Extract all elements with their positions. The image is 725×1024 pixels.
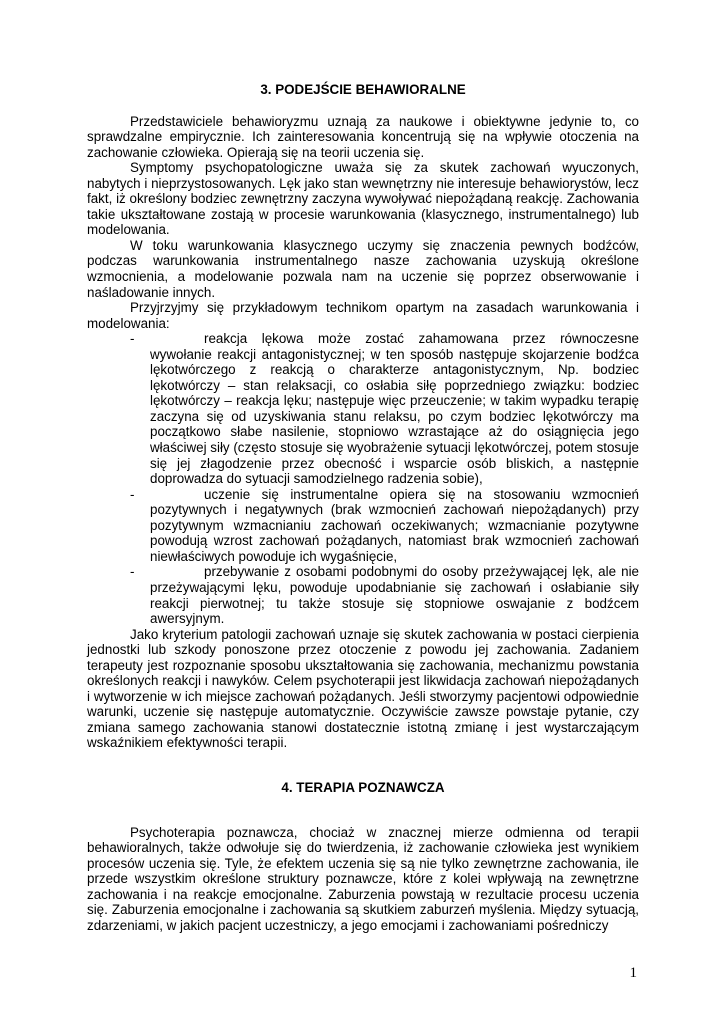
page-number: 1 xyxy=(629,965,637,981)
list-item xyxy=(87,331,639,486)
list-item-text: przebywanie z osobami podobnymi do osoby przeżywającej lęk, ale nie przeżywającymi lęku, powoduje upodabnianie się zachowań i osłabianie siły reakcji pierwotnej; tu także stosuje się stopniowe oswajanie z bodźcem awersyjnym. xyxy=(150,564,639,627)
page-content xyxy=(87,82,639,933)
list-item xyxy=(87,487,639,565)
techniques-list xyxy=(87,331,639,626)
paragraph: Symptomy psychopatologiczne uważa się za skutek zachowań wyuczonych, nabytych i nieprzystosowanych. Lęk jako stan wewnętrzny nie interesuje behawiorystów, lecz fakt, iż określony bodziec zewnętrzny zaczyna wywoływać niepożądaną reakcję. Zachowania takie ukształtowane zostają w procesie warunkowania (klasycznego, instrumentalnego) lub modelowania. xyxy=(87,160,639,238)
list-item-text: reakcja lękowa może zostać zahamowana przez równoczesne wywołanie reakcji antagonistycznej; w ten sposób następuje skojarzenie bodźca lękotwórczego z reakcją o charakterze antagonistycznym, Np. bodziec lękotwórczy – stan relaksacji, co osłabia siłę poprzedniego związku: bodziec lękotwórczy – reakcja lęku; następuje więc przeuczenie; w takim wypadku terapię zaczyna się od uzyskiwania stanu relaksu, po czym bodziec lękotwórczy ma początkowo słabe nasilenie, stopniowo wzrastające aż do osiągnięcia jego właściwej siły (często stosuje się wyobrażenie sytuacji lękotwórczej, potem stosuje się jej złagodzenie przez obecność i wsparcie osób bliskich, a następnie doprowadza do sytuacji samodzielnego radzenia sobie), xyxy=(150,331,639,487)
paragraph: Przyjrzyjmy się przykładowym technikom opartym na zasadach warunkowania i modelowania: xyxy=(87,300,639,331)
list-item-text: uczenie się instrumentalne opiera się na stosowaniu wzmocnień pozytywnych i negatywnych (brak wzmocnień zachowań niepożądanych) przy pozytywnym wzmacnianiu zachowań oczekiwanych; wzmacnianie pozytywne powodują wzrost zachowań pożądanych, natomiast brak wzmocnień zachowań niewłaściwych powoduje ich wygaśnięcie, xyxy=(150,486,639,564)
list-item xyxy=(87,564,639,626)
dash-marker: - xyxy=(130,486,135,502)
dash-marker: - xyxy=(130,564,135,580)
paragraph: Jako kryterium patologii zachowań uznaje się skutek zachowania w postaci cierpienia jednostki lub szkody ponoszone przez otoczenie z powodu jej zachowania. Zadaniem terapeuty jest rozpoznanie sposobu ukształtowania się zachowania, mechanizmu powstania określonych reakcji i nawyków. Celem psychoterapii jest likwidacja zachowań niepożądanych i wytworzenie w ich miejsce zachowań pożądanych. Jeśli stworzymy pacjentowi odpowiednie warunki, uczenie się następuje automatycznie. Oczywiście zawsze powstaje pytanie, czy zmiana samego zachowania stanowi dostatecznie istotną zmianę i jest wystarczającym wskaźnikiem efektywności terapii. xyxy=(87,626,639,751)
dash-marker: - xyxy=(130,331,135,347)
section-title-behavioral: 3. PODEJŚCIE BEHAWIORALNE xyxy=(260,82,466,97)
paragraph: Psychoterapia poznawcza, chociaż w znacznej mierze odmienna od terapii behawioralnych, także odwołuje się do twierdzenia, iż zachowanie człowieka jest wynikiem procesów uczenia się. Tyle, że efektem uczenia się są nie tylko zewnętrzne zachowania, ile przede wszystkim określone struktury poznawcze, które z kolei wpływają na zewnętrzne zachowania i na reakcje emocjonalne. Zaburzenia powstają w rezultacie procesu uczenia się. Zaburzenia emocjonalne i zachowania są skutkiem zaburzeń myślenia. Między sytuacją, zdarzeniami, w jakich pacjent uczestniczy, a jego emocjami i zachowaniami pośredniczy xyxy=(87,824,639,933)
section-title-cognitive: 4. TERAPIA POZNAWCZA xyxy=(281,779,445,795)
paragraph: W toku warunkowania klasycznego uczymy się znaczenia pewnych bodźców, podczas warunkowania instrumentalnego nasze zachowania uzyskują określone wzmocnienia, a modelowanie pozwala nam na uczenie się poprzez obserwowanie i naśladowanie innych. xyxy=(87,237,639,300)
paragraph: Przedstawiciele behawioryzmu uznają za naukowe i obiektywne jedynie to, co sprawdzalne empirycznie. Ich zainteresowania koncentrują się na wpływie otoczenia na zachowanie człowieka. Opierają się na teorii uczenia się. xyxy=(87,113,639,160)
